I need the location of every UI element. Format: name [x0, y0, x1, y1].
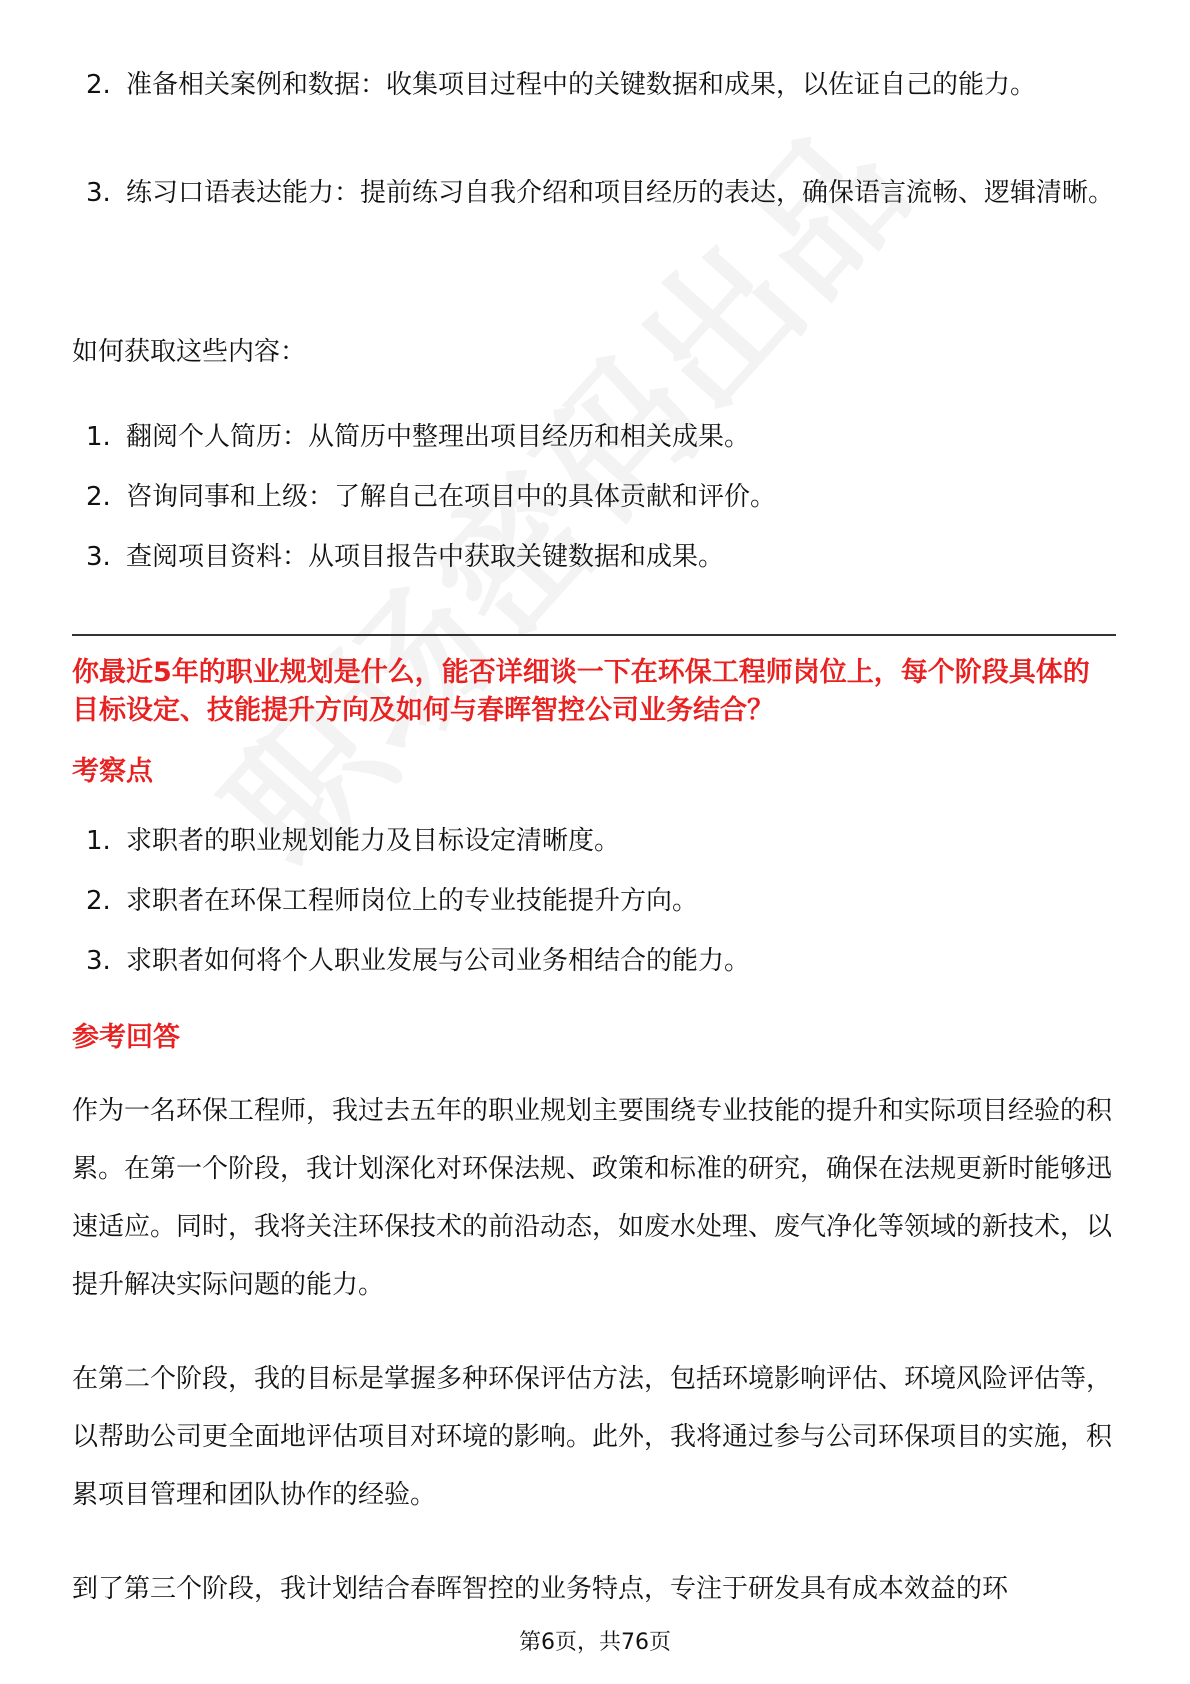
- answer-paragraph: 在第二个阶段，我的目标是掌握多种环保评估方法，包括环境影响评估、环境风险评估等，以帮助公司更全面地评估项目对环境的影响。此外，我将通过参与公司环保项目的实施，积累项目管理和团队协作的经验。: [72, 1364, 1113, 1510]
- list-number: 1.: [86, 826, 111, 856]
- list-number: 2.: [86, 482, 111, 512]
- answer-paragraph: 作为一名环保工程师，我过去五年的职业规划主要围绕专业技能的提升和实际项目经验的积累。在第一个阶段，我计划深化对环保法规、政策和标准的研究，确保在法规更新时能够迅速适应。同时，我将关注环保技术的前沿动态，如废水处理、废气净化等领域的新技术，以提升解决实际问题的能力。: [72, 1096, 1113, 1300]
- assessment-heading: 考察点: [72, 756, 153, 787]
- how-to-get-heading: 如何获取这些内容：: [72, 337, 307, 367]
- list-number: 2.: [86, 70, 111, 100]
- answer-heading: 参考回答: [72, 1022, 180, 1053]
- answer-paragraph: 到了第三个阶段，我计划结合春晖智控的业务特点，专注于研发具有成本效益的环: [72, 1574, 1009, 1604]
- list-text: 求职者的职业规划能力及目标设定清晰度。: [126, 826, 621, 856]
- list-text: 咨询同事和上级：了解自己在项目中的具体贡献和评价。: [126, 482, 777, 512]
- list-item: [86, 528, 1116, 586]
- list-item: [86, 56, 1116, 114]
- list-text: 求职者如何将个人职业发展与公司业务相结合的能力。: [126, 946, 751, 976]
- list-number: 3.: [86, 946, 111, 976]
- list-number: 1.: [86, 422, 111, 452]
- page-footer: 第6页，共76页: [519, 1630, 671, 1655]
- list-item: [86, 468, 1116, 526]
- list-text: 翻阅个人简历：从简历中整理出项目经历和相关成果。: [126, 422, 751, 452]
- list-number: 3.: [86, 178, 111, 208]
- list-text: 练习口语表达能力：提前练习自我介绍和项目经历的表达，确保语言流畅、逻辑清晰。: [126, 178, 1115, 208]
- list-item: [86, 932, 1116, 990]
- list-number: 3.: [86, 542, 111, 572]
- list-item: [86, 872, 1116, 930]
- list-text: 准备相关案例和数据：收集项目过程中的关键数据和成果，以佐证自己的能力。: [126, 70, 1037, 100]
- list-text: 查阅项目资料：从项目报告中获取关键数据和成果。: [126, 542, 725, 572]
- interview-question: 你最近5年的职业规划是什么，能否详细谈一下在环保工程师岗位上，每个阶段具体的目标设定、技能提升方向及如何与春晖智控公司业务结合？: [72, 657, 1090, 726]
- section-divider: [72, 634, 1116, 636]
- list-item: [86, 408, 1116, 466]
- list-item: [86, 164, 1116, 222]
- list-text: 求职者在环保工程师岗位上的专业技能提升方向。: [126, 886, 699, 916]
- list-number: 2.: [86, 886, 111, 916]
- list-item: [86, 812, 1116, 870]
